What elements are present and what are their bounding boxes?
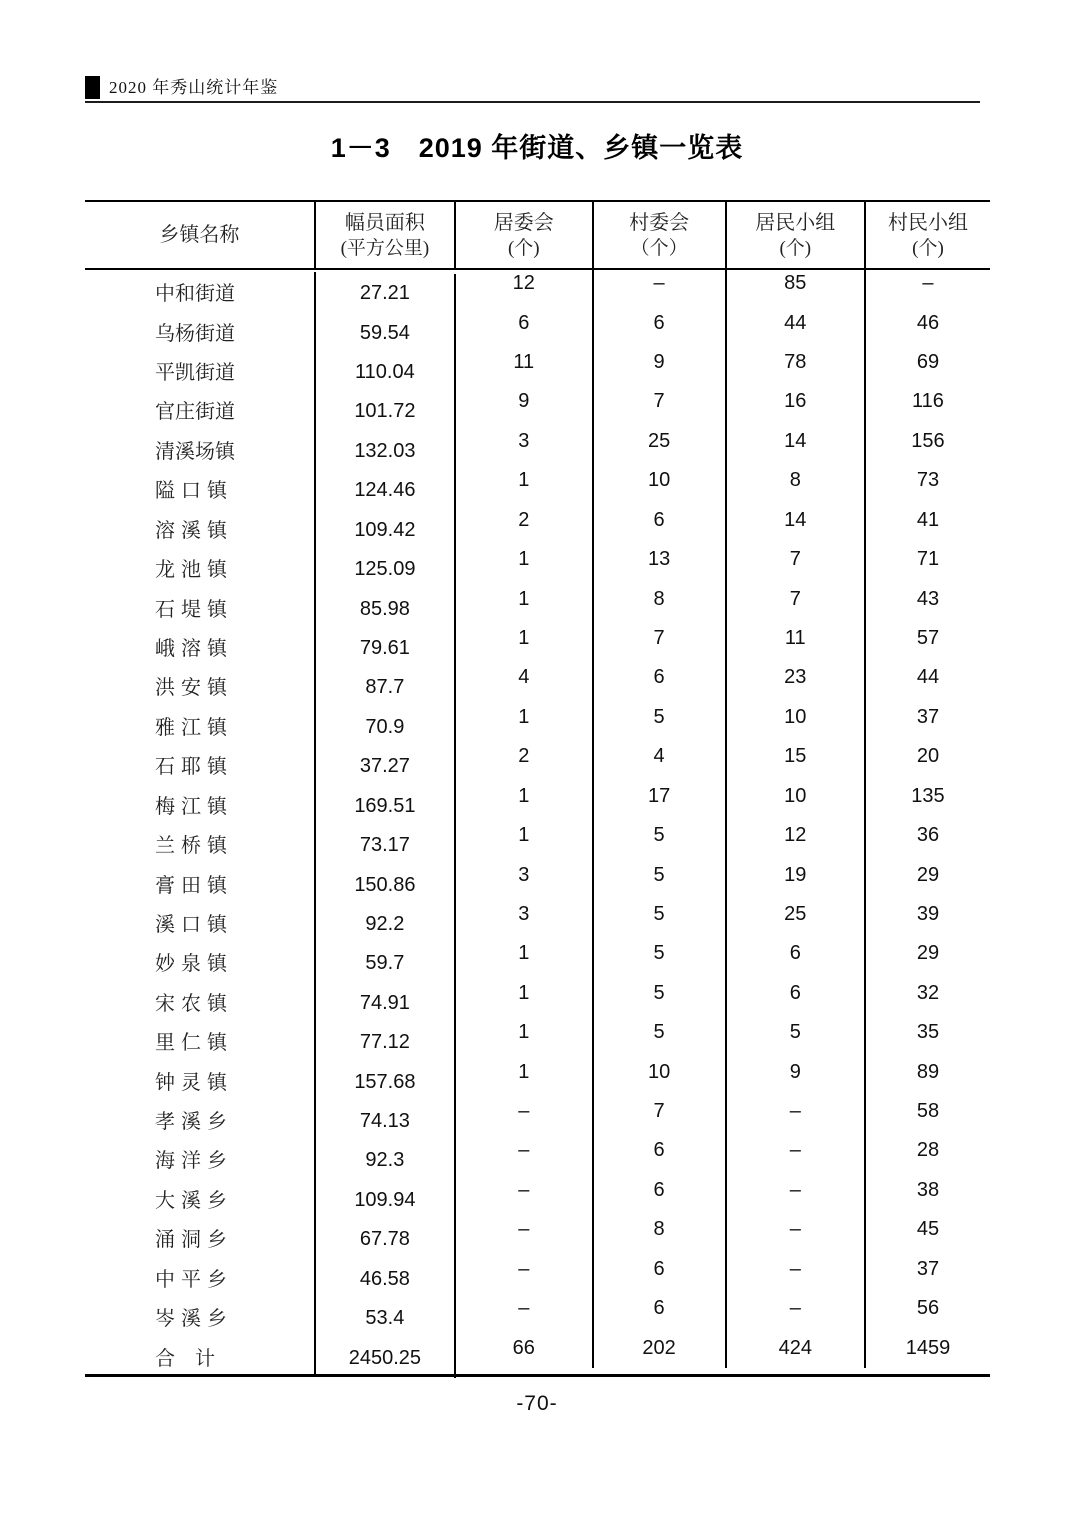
- village-committee-count: 5: [594, 855, 727, 894]
- villager-group-count: 39: [916, 902, 940, 925]
- resident-group-count: 14: [727, 422, 866, 461]
- village-committee-count: 6: [594, 1131, 727, 1170]
- village-committee-count: 13: [594, 540, 727, 579]
- column-header-village-committees: [594, 202, 727, 268]
- resident-group-count: 44: [727, 303, 866, 342]
- resident-committee-count: 1: [456, 698, 594, 737]
- column-header-resident-committees: [456, 202, 594, 268]
- resident-group-count: 424: [727, 1328, 866, 1367]
- township-name-cell: 合 计: [85, 1336, 316, 1375]
- column-header-label: 居委会: [493, 211, 554, 234]
- villager-group-count: 29: [916, 863, 940, 886]
- area-cell: 79.61: [316, 629, 456, 668]
- township-name-cell: 里仁镇: [85, 1021, 316, 1060]
- township-name-cell: 官庄街道: [85, 390, 316, 429]
- resident-group-count: –: [727, 1092, 866, 1131]
- village-committee-count: 7: [594, 1092, 727, 1131]
- township-name-cell: 中平乡: [85, 1258, 316, 1297]
- townships-table: [85, 200, 990, 1377]
- resident-committee-count: 3: [456, 855, 594, 894]
- resident-committee-count: 3: [456, 895, 594, 934]
- township-name-cell: 兰桥镇: [85, 824, 316, 863]
- village-committee-count: 17: [594, 776, 727, 815]
- township-name-cell: 石耶镇: [85, 745, 316, 784]
- resident-committee-count: 9: [456, 382, 594, 421]
- resident-committee-count: 1: [456, 579, 594, 618]
- village-committee-count: 202: [594, 1328, 727, 1367]
- villager-group-count: 38: [916, 1178, 940, 1201]
- resident-committee-count: 1: [456, 934, 594, 973]
- village-committee-count: 8: [594, 579, 727, 618]
- village-committee-count: 7: [594, 619, 727, 658]
- villager-group-count: 73: [916, 469, 940, 492]
- area-cell: 101.72: [316, 392, 456, 431]
- villager-group-count: 44: [916, 666, 940, 689]
- township-name-cell: 涌洞乡: [85, 1218, 316, 1257]
- villager-group-count: 32: [916, 981, 940, 1004]
- area-cell: 46.58: [316, 1260, 456, 1299]
- column-header-label: 乡镇名称: [159, 224, 240, 246]
- villager-group-count: 36: [916, 824, 940, 847]
- resident-group-count: 15: [727, 737, 866, 776]
- resident-committee-count: 12: [456, 264, 594, 303]
- resident-group-count: 7: [727, 540, 866, 579]
- area-cell: 53.4: [316, 1299, 456, 1338]
- column-header-resident-groups: [727, 202, 866, 268]
- area-cell: 92.2: [316, 905, 456, 944]
- resident-committee-count: 1: [456, 816, 594, 855]
- resident-group-count: –: [727, 1289, 866, 1328]
- village-committee-count: 6: [594, 1289, 727, 1328]
- village-committee-count: 25: [594, 422, 727, 461]
- villager-group-count: 37: [916, 1257, 940, 1280]
- resident-committee-count: 6: [456, 303, 594, 342]
- village-committee-count: 10: [594, 1052, 727, 1091]
- resident-group-count: 6: [727, 934, 866, 973]
- township-name-cell: 大溪乡: [85, 1179, 316, 1218]
- resident-group-count: 19: [727, 855, 866, 894]
- resident-committee-count: 11: [456, 343, 594, 382]
- resident-group-count: 9: [727, 1052, 866, 1091]
- villager-group-count: 69: [916, 351, 940, 374]
- township-name-cell: 孝溪乡: [85, 1100, 316, 1139]
- column-header-label: 村民小组: [887, 211, 968, 234]
- resident-group-count: 8: [727, 461, 866, 500]
- villager-group-count: 156: [911, 429, 945, 452]
- resident-committee-count: 1: [456, 540, 594, 579]
- resident-committee-count: 3: [456, 422, 594, 461]
- villager-group-count: 135: [911, 784, 945, 807]
- resident-committee-count: 2: [456, 737, 594, 776]
- resident-group-count: 78: [727, 343, 866, 382]
- villager-group-count: 29: [916, 942, 940, 965]
- village-committee-count: 8: [594, 1210, 727, 1249]
- area-cell: 2450.25: [316, 1338, 456, 1377]
- villager-group-count: 1459: [905, 1336, 951, 1359]
- column-header-township-name: [85, 202, 316, 268]
- area-cell: 109.42: [316, 511, 456, 550]
- resident-group-count: 16: [727, 382, 866, 421]
- villager-group-count: 46: [916, 311, 940, 334]
- resident-group-count: 5: [727, 1013, 866, 1052]
- resident-group-count: 85: [727, 264, 866, 303]
- resident-committee-count: 1: [456, 1052, 594, 1091]
- area-cell: 124.46: [316, 471, 456, 510]
- area-cell: 85.98: [316, 589, 456, 628]
- resident-group-count: 6: [727, 974, 866, 1013]
- resident-committee-count: –: [456, 1250, 594, 1289]
- villager-group-count: 35: [916, 1021, 940, 1044]
- village-committee-count: 5: [594, 895, 727, 934]
- resident-committee-count: 2: [456, 501, 594, 540]
- table-header-row: [85, 202, 990, 270]
- township-name-cell: 溶溪镇: [85, 509, 316, 548]
- township-name-cell: 海洋乡: [85, 1139, 316, 1178]
- township-name-cell: 溪口镇: [85, 903, 316, 942]
- resident-committee-count: 1: [456, 974, 594, 1013]
- column-header-unit: (个): [779, 237, 812, 259]
- column-header-unit: (个): [912, 237, 944, 259]
- villager-group-count: 41: [916, 508, 940, 531]
- villager-group-count: 58: [916, 1100, 940, 1123]
- village-committee-count: 5: [594, 1013, 727, 1052]
- resident-committee-count: 4: [456, 658, 594, 697]
- resident-committee-count: 1: [456, 461, 594, 500]
- area-cell: 73.17: [316, 826, 456, 865]
- villager-group-count: –: [922, 272, 934, 295]
- resident-committee-count: –: [456, 1171, 594, 1210]
- area-cell: 132.03: [316, 432, 456, 471]
- resident-group-count: 10: [727, 698, 866, 737]
- township-name-cell: 梅江镇: [85, 784, 316, 823]
- area-cell: 169.51: [316, 786, 456, 825]
- township-name-cell: 隘口镇: [85, 469, 316, 508]
- area-cell: 74.91: [316, 984, 456, 1023]
- villager-group-count: 20: [916, 745, 940, 768]
- page-header: [85, 76, 980, 103]
- township-name-cell: 膏田镇: [85, 863, 316, 902]
- area-cell: 150.86: [316, 865, 456, 904]
- column-header-villager-groups: [866, 202, 990, 268]
- villager-group-count: 28: [916, 1139, 940, 1162]
- villager-group-count: 89: [916, 1060, 940, 1083]
- township-name-cell: 妙泉镇: [85, 942, 316, 981]
- village-committee-count: 5: [594, 816, 727, 855]
- area-cell: 87.7: [316, 668, 456, 707]
- resident-group-count: –: [727, 1131, 866, 1170]
- resident-group-count: 12: [727, 816, 866, 855]
- village-committee-count: 10: [594, 461, 727, 500]
- resident-group-count: 7: [727, 579, 866, 618]
- township-name-cell: 平凯街道: [85, 351, 316, 390]
- resident-group-count: –: [727, 1210, 866, 1249]
- area-cell: 70.9: [316, 708, 456, 747]
- resident-committee-count: –: [456, 1289, 594, 1328]
- township-name-cell: 钟灵镇: [85, 1060, 316, 1099]
- village-committee-count: 6: [594, 303, 727, 342]
- village-committee-count: 6: [594, 1250, 727, 1289]
- village-committee-count: 5: [594, 974, 727, 1013]
- township-name-cell: 峨溶镇: [85, 627, 316, 666]
- villager-group-count: 56: [916, 1297, 940, 1320]
- township-name-cell: 中和街道: [85, 272, 316, 311]
- village-committee-count: 5: [594, 698, 727, 737]
- resident-group-count: 10: [727, 776, 866, 815]
- column-header-unit: (平方公里): [340, 237, 430, 259]
- resident-group-count: 25: [727, 895, 866, 934]
- township-name-cell: 洪安镇: [85, 666, 316, 705]
- area-cell: 109.94: [316, 1181, 456, 1220]
- villager-group-count: 45: [916, 1218, 940, 1241]
- area-cell: 77.12: [316, 1023, 456, 1062]
- column-header-label: 村委会: [629, 211, 690, 234]
- village-committee-count: 9: [594, 343, 727, 382]
- header-tab-marker: [85, 76, 100, 99]
- resident-group-count: 11: [727, 619, 866, 658]
- village-committee-count: –: [594, 264, 727, 303]
- area-cell: 110.04: [316, 353, 456, 392]
- column-header-unit: (个): [507, 237, 540, 259]
- resident-group-count: 23: [727, 658, 866, 697]
- column-header-label: 幅员面积: [344, 211, 425, 234]
- table-title: 1－3 2019 年街道、乡镇一览表: [330, 133, 744, 163]
- resident-committee-count: –: [456, 1131, 594, 1170]
- township-name-cell: 岑溪乡: [85, 1297, 316, 1336]
- villager-group-count: 116: [912, 390, 944, 413]
- area-cell: 125.09: [316, 550, 456, 589]
- resident-committee-count: 1: [456, 776, 594, 815]
- area-cell: 59.54: [316, 313, 456, 352]
- resident-committee-count: 66: [456, 1328, 594, 1367]
- township-name-cell: 清溪场镇: [85, 430, 316, 469]
- area-cell: 37.27: [316, 747, 456, 786]
- resident-group-count: –: [727, 1171, 866, 1210]
- township-name-cell: 石堤镇: [85, 587, 316, 626]
- area-cell: 157.68: [316, 1062, 456, 1101]
- village-committee-count: 6: [594, 501, 727, 540]
- total-row: [85, 1334, 990, 1373]
- area-cell: 27.21: [316, 274, 456, 313]
- resident-committee-count: –: [456, 1210, 594, 1249]
- township-name-cell: 雅江镇: [85, 706, 316, 745]
- villager-group-count: 43: [916, 587, 940, 610]
- area-cell: 67.78: [316, 1220, 456, 1259]
- resident-committee-count: –: [456, 1092, 594, 1131]
- column-header-unit: （个）: [630, 237, 688, 259]
- township-name-cell: 乌杨街道: [85, 311, 316, 350]
- resident-group-count: –: [727, 1250, 866, 1289]
- column-header-label: 居民小组: [755, 211, 836, 234]
- area-cell: 59.7: [316, 944, 456, 983]
- resident-committee-count: 1: [456, 619, 594, 658]
- area-cell: 92.3: [316, 1141, 456, 1180]
- village-committee-count: 4: [594, 737, 727, 776]
- villager-group-count: 37: [916, 705, 940, 728]
- village-committee-count: 6: [594, 1171, 727, 1210]
- village-committee-count: 5: [594, 934, 727, 973]
- villager-group-count: 71: [916, 548, 940, 571]
- resident-group-count: 14: [727, 501, 866, 540]
- township-name-cell: 龙池镇: [85, 548, 316, 587]
- page-number: -70-: [516, 1392, 558, 1415]
- table-body: [85, 270, 990, 1374]
- yearbook-title: 2020 年秀山统计年鉴: [109, 78, 279, 97]
- column-header-area-sqkm: [316, 202, 456, 268]
- villager-group-count: 57: [916, 627, 940, 649]
- village-committee-count: 7: [594, 382, 727, 421]
- village-committee-count: 6: [594, 658, 727, 697]
- area-cell: 74.13: [316, 1102, 456, 1141]
- resident-committee-count: 1: [456, 1013, 594, 1052]
- township-name-cell: 宋农镇: [85, 982, 316, 1021]
